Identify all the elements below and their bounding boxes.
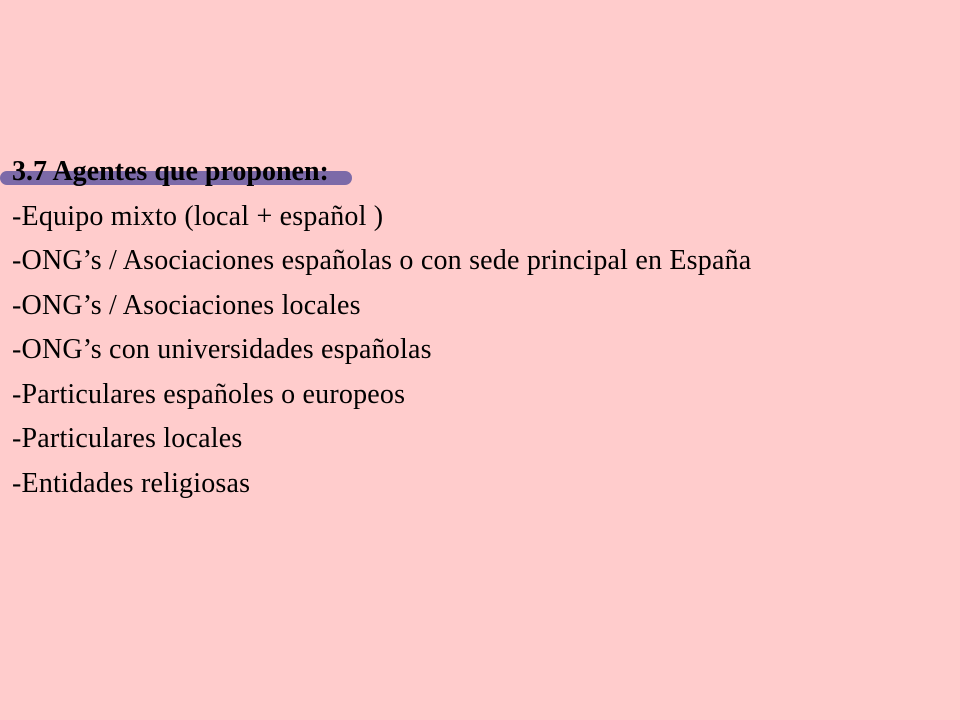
list-item: -ONG’s / Asociaciones locales [12,289,361,321]
list-item: -ONG’s con universidades españolas [12,334,432,365]
list-item: -Particulares locales [12,423,243,454]
list-item: -Equipo mixto (local + español ) [12,200,384,232]
list-item: -Particulares españoles o europeos [12,378,406,410]
list-item: -ONG’s / Asociaciones españolas o con sede principal en España [12,245,752,276]
slide-title: 3.7 Agentes que proponen: [12,156,329,187]
list-item: -Entidades religiosas [12,467,251,499]
slide-content [12,150,912,506]
agent-list [12,195,912,507]
